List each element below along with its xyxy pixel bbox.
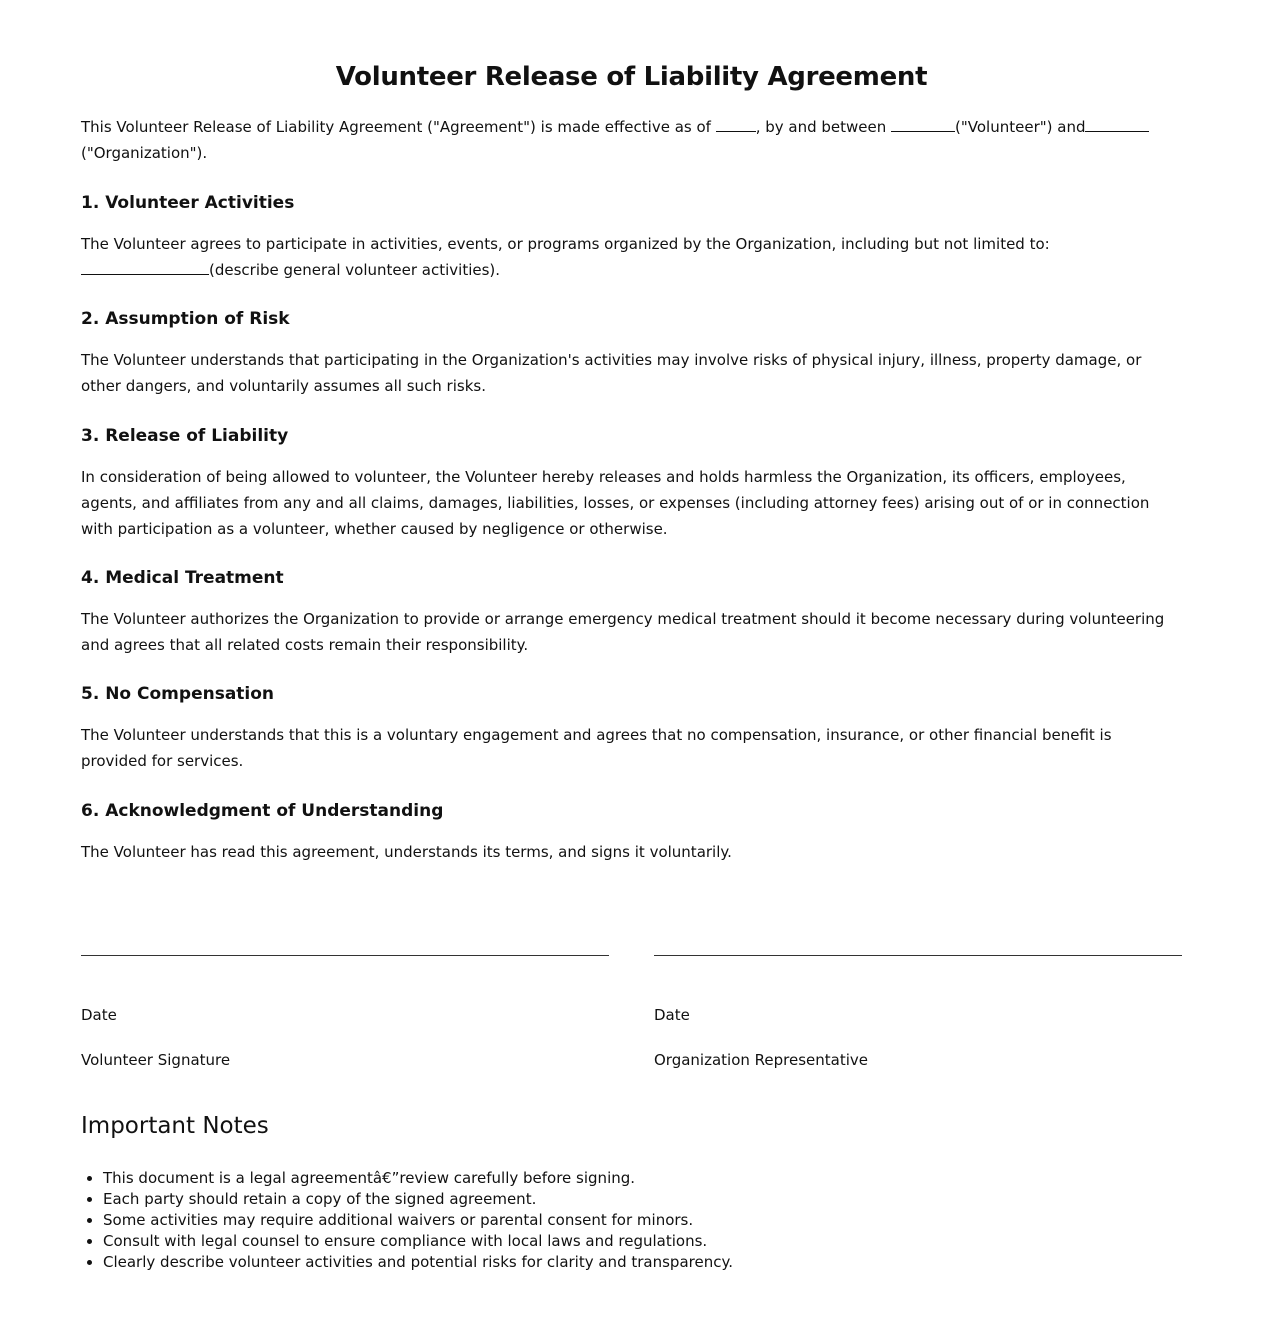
volunteer-date-label: Date: [81, 1006, 117, 1024]
intro-text-4: ("Organization").: [81, 144, 208, 162]
section-heading-medical-treatment: 4. Medical Treatment: [81, 568, 284, 588]
activities-description-blank[interactable]: [81, 258, 209, 275]
section-heading-acknowledgment: 6. Acknowledgment of Understanding: [81, 801, 444, 821]
section-heading-release-of-liability: 3. Release of Liability: [81, 426, 289, 446]
effective-date-blank[interactable]: [716, 115, 756, 132]
note-item: • This document is a legal agreementâ€”review carefully before signing.: [103, 1168, 733, 1189]
organization-name-blank[interactable]: [1085, 115, 1149, 132]
section-body-medical-treatment: The Volunteer authorizes the Organization to provide or arrange emergency medical treatment should it become necessary during volunteering and agrees that all related costs remain their responsibility.: [81, 610, 1165, 654]
intro-text-2: , by and between: [755, 118, 892, 136]
note-item: • Each party should retain a copy of the signed agreement.: [103, 1189, 733, 1210]
intro-text-3: ("Volunteer") and: [955, 118, 1086, 136]
note-item: • Consult with legal counsel to ensure compliance with local laws and regulations.: [103, 1231, 733, 1252]
section-heading-no-compensation: 5. No Compensation: [81, 684, 275, 704]
section-body-release-of-liability: In consideration of being allowed to volunteer, the Volunteer hereby releases and holds harmless the Organization, its officers, employees, agents, and affiliates from any and all claims, damages, liabilities, losses, or expenses (including attorney fees) arising out of or in connection with participation as a volunteer, whether caused by negligence or otherwise.: [81, 468, 1150, 538]
section-body-acknowledgment: The Volunteer has read this agreement, understands its terms, and signs it voluntarily.: [81, 843, 732, 861]
section-body-assumption-of-risk: The Volunteer understands that participating in the Organization's activities may involve risks of physical injury, illness, property damage, or other dangers, and voluntarily assumes all such risks.: [81, 351, 1142, 395]
volunteer-name-blank[interactable]: [891, 115, 955, 132]
organization-date-label: Date: [654, 1006, 690, 1024]
intro-paragraph: [81, 114, 1182, 166]
note-item: • Some activities may require additional waivers or parental consent for minors.: [103, 1210, 733, 1231]
note-item: • Clearly describe volunteer activities and potential risks for clarity and transparency.: [103, 1252, 733, 1273]
section-heading-volunteer-activities: 1. Volunteer Activities: [81, 193, 295, 213]
activities-text-b: (describe general volunteer activities).: [209, 261, 501, 279]
notes-heading: Important Notes: [81, 1113, 269, 1139]
section-body-volunteer-activities: [81, 231, 1182, 283]
activities-text-a: The Volunteer agrees to participate in activities, events, or programs organized by the Organization, including but not limited to:: [81, 235, 1050, 253]
notes-list: [81, 1168, 733, 1273]
section-heading-assumption-of-risk: 2. Assumption of Risk: [81, 309, 290, 329]
section-body-no-compensation: The Volunteer understands that this is a voluntary engagement and agrees that no compensation, insurance, or other financial benefit is provided for services.: [81, 726, 1112, 770]
organization-representative-label: Organization Representative: [654, 1051, 869, 1069]
organization-signature-line[interactable]: [654, 955, 1182, 956]
document-title: Volunteer Release of Liability Agreement: [335, 62, 928, 92]
volunteer-signature-line[interactable]: [81, 955, 609, 956]
intro-text-1: This Volunteer Release of Liability Agreement ("Agreement") is made effective as of: [81, 118, 716, 136]
volunteer-signature-label: Volunteer Signature: [81, 1051, 231, 1069]
